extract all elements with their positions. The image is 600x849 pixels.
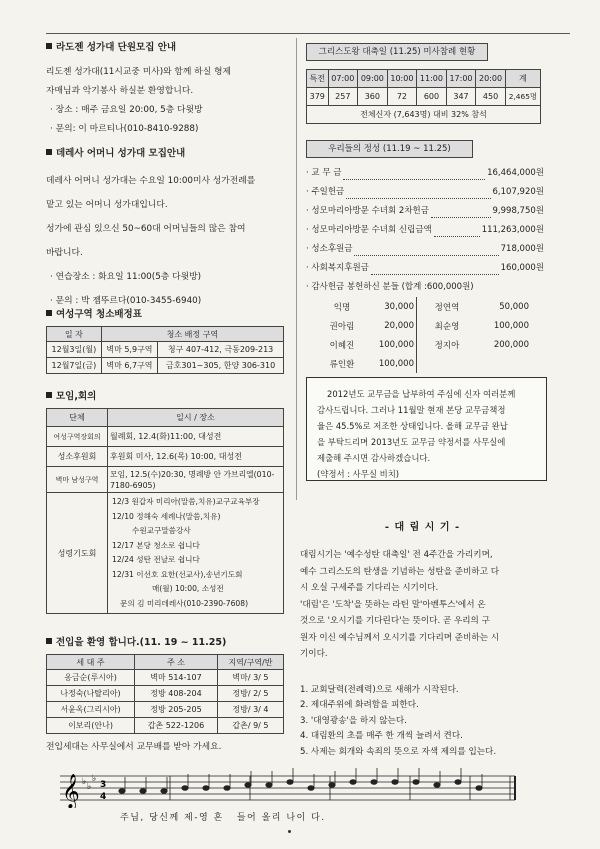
section-title: 모임,회의 xyxy=(46,388,291,402)
table-cell: 모임, 12.5(수)20:30, 명례방 안 가브리엘(010-7180-6905) xyxy=(108,467,284,493)
table-cell: 347 xyxy=(446,88,476,106)
list-item: 1. 교회달력(전례력)으로 새해가 시작된다. xyxy=(300,684,459,695)
table-row xyxy=(47,686,284,702)
notice-line: 을 부탁드리며 2013년도 교무금 약정서를 사무실에 xyxy=(317,437,506,447)
table-cell: 360 xyxy=(358,88,388,106)
music-note xyxy=(455,780,461,785)
music-note xyxy=(371,780,377,785)
music-note xyxy=(350,780,356,785)
table-row xyxy=(47,467,284,493)
table-cell: 벽마 514-107 xyxy=(135,670,218,686)
mothers-choir-section xyxy=(46,145,291,313)
transfer-table xyxy=(46,654,284,734)
table-row xyxy=(47,670,284,686)
table-header: 17:00 xyxy=(446,70,476,88)
table-cell: 2,465명 xyxy=(505,88,540,106)
table-cell: 12월3일(월) xyxy=(47,342,102,358)
table-row xyxy=(47,493,284,614)
notice-line: (약정서 : 사무실 비치) xyxy=(317,469,400,479)
table-cell: 서윤옥(그리시아) xyxy=(47,702,135,718)
schedule-line: 문의 김 미리데레사(010-2390-7608) xyxy=(120,598,249,608)
info-line: · 연습장소 : 화요일 11:00(5층 다윗방) xyxy=(50,272,202,282)
music-note xyxy=(203,786,209,791)
table-header: 일시 / 장소 xyxy=(108,409,284,427)
music-note xyxy=(392,780,398,785)
table-cell: 정방 408-204 xyxy=(135,686,218,702)
info-line: · 문의 : 박 젬뚜르다(010-3455-6940) xyxy=(50,296,202,306)
square-bullet-icon xyxy=(46,149,52,155)
table-header: 주 소 xyxy=(135,655,218,670)
table-row xyxy=(47,447,284,467)
square-bullet-icon xyxy=(46,43,52,49)
notice-line: 감사드립니다. 그러나 11월말 현재 본당 교무금책정 xyxy=(317,405,506,415)
table-header: 07:00 xyxy=(328,70,358,88)
table-cell: 벽마 6,7구역 xyxy=(101,358,157,374)
thanks-title: · 감사헌금 봉헌하신 분들 (합계 :600,000원) xyxy=(306,282,474,292)
table-cell: 전체신자 (7,643명) 대비 32% 참석 xyxy=(307,106,541,124)
schedule-line: 12/17 본당 청소로 쉽니다 xyxy=(112,540,200,550)
transfer-section xyxy=(46,634,291,752)
table-row: 이혜진 100,000 정지아 200,000 xyxy=(320,335,531,354)
list-item: 4. 대림환의 초를 매주 한 개씩 늘려서 켠다. xyxy=(300,731,463,741)
music-note xyxy=(413,780,419,785)
list-item: 5. 사제는 회개와 속죄의 뜻으로 자색 제의를 입는다. xyxy=(300,746,497,757)
schedule-line: 12/10 정해숙 세례나(말씀,치유) xyxy=(112,511,221,521)
cleaning-section xyxy=(46,306,291,374)
music-note xyxy=(224,786,230,791)
advent-list xyxy=(300,683,545,761)
mass-attendance-section xyxy=(306,43,541,124)
table-cell: 벽마/ 3/ 5 xyxy=(217,670,283,686)
tithe-notice-box xyxy=(306,377,547,481)
table-header: 지역/구역/반 xyxy=(217,655,283,670)
music-note xyxy=(266,783,272,788)
body-line: 리도젠 성가대(11시교중 미사)와 함께 하실 형제 xyxy=(46,67,232,77)
square-bullet-icon xyxy=(46,310,52,316)
thanks-table xyxy=(320,297,531,373)
table-cell: 450 xyxy=(476,88,506,106)
info-line: · 문의: 이 마르티나(010-8410-9288) xyxy=(50,124,199,134)
body-line: 성가에 관심 있으신 50~60대 어머님들의 많은 참여 xyxy=(46,224,246,234)
meetings-section xyxy=(46,388,291,614)
table-cell: 이보리(안나) xyxy=(47,718,135,734)
mass-title: 그리스도왕 대축일 (11.25) 미사참례 현황 xyxy=(306,43,488,61)
music-lyrics: 주님, 당신께 제-영 혼 들어 올리 나이 다. xyxy=(120,813,326,823)
table-cell: 12월7일(금) xyxy=(47,358,102,374)
offering-line: · 교 무 금 16,464,000원 xyxy=(306,164,544,183)
table-cell: 성령기도회 xyxy=(47,493,108,614)
music-note xyxy=(308,786,314,791)
transfer-note: 전입세대는 사무실에서 교무배를 받아 가세요. xyxy=(46,742,222,752)
table-row xyxy=(47,342,284,358)
table-cell: 정방/ 2/ 5 xyxy=(217,686,283,702)
meetings-table xyxy=(46,408,284,614)
table-header: 세 대 주 xyxy=(47,655,135,670)
table-header: 10:00 xyxy=(387,70,417,88)
offering-line: · 사회복지후원금 160,000원 xyxy=(306,259,544,278)
music-note xyxy=(476,786,482,791)
table-row xyxy=(47,358,284,374)
table-cell: 여성구역장회의 xyxy=(47,427,108,447)
table-row xyxy=(307,88,541,106)
table-cell: 600 xyxy=(417,88,447,106)
list-item: 3. '대영광송'을 하지 않는다. xyxy=(300,715,407,726)
schedule-line: 12/24 성탄 전날로 쉽니다 xyxy=(112,555,200,564)
table-cell: 나정숙(나탈리아) xyxy=(47,686,135,702)
table-header: 청소 배정 구역 xyxy=(101,327,283,342)
offering-section xyxy=(306,140,544,373)
table-cell: 갑촌/ 9/ 5 xyxy=(217,718,283,734)
mass-table xyxy=(306,69,541,124)
table-cell: 성소후원회 xyxy=(47,447,108,467)
treble-clef-icon: 𝄞 xyxy=(62,774,80,808)
offering-line: · 성소후원금 718,000원 xyxy=(306,240,544,259)
table-header: 특전 xyxy=(307,70,329,88)
svg-text:4: 4 xyxy=(100,792,107,802)
square-bullet-icon xyxy=(46,638,52,644)
offering-title: 우리들의 정성 (11.19 ~ 11.25) xyxy=(306,140,473,158)
table-cell: 72 xyxy=(387,88,417,106)
music-note xyxy=(140,789,146,794)
schedule-line: 12/3 원갑자 미리아(말씀,치유)교구교육부장 xyxy=(112,497,260,506)
page-dot xyxy=(288,830,291,833)
top-rule xyxy=(46,33,570,34)
table-row: 류인환 100,000 xyxy=(320,354,531,373)
table-row xyxy=(47,427,284,447)
table-cell: 갑촌 522-1206 xyxy=(135,718,218,734)
table-cell: 금호301~305, 한양 306-310 xyxy=(158,358,284,374)
table-cell: 옹금순(루시아) xyxy=(47,670,135,686)
body-line: 바랍니다. xyxy=(46,248,83,258)
table-header: 20:00 xyxy=(476,70,506,88)
svg-text:♭: ♭ xyxy=(92,774,97,784)
table-row xyxy=(47,702,284,718)
list-item: 2. 제대주위에 화려함을 피한다. xyxy=(300,700,419,710)
schedule-line: 매(월) 10:00, 소성전 xyxy=(152,584,224,593)
offering-line: · 주일헌금 6,107,920원 xyxy=(306,183,544,202)
table-row: 권아림 20,000 최순영 100,000 xyxy=(320,316,531,335)
schedule-line: 12/31 이선호 요한(선교사),송년기도회 xyxy=(112,569,243,579)
table-cell: 후원회 미사, 12.6(목) 10:00, 대성전 xyxy=(108,447,284,467)
table-header: 09:00 xyxy=(358,70,388,88)
notice-line: 2012년도 교무금을 납부하여 주심에 신자 여러분께 xyxy=(327,389,516,399)
table-cell: 정방/ 3/ 4 xyxy=(217,702,283,718)
table-header: 일 자 xyxy=(47,327,102,342)
music-note xyxy=(434,783,440,788)
table-header: 계 xyxy=(505,70,540,88)
body-line: 자매님과 악기봉사 하실분 환영합니다. xyxy=(46,86,194,96)
table-cell: 벽마 5,9구역 xyxy=(101,342,157,358)
notice-line: 제출해 주시면 감사하겠습니다. xyxy=(317,453,431,463)
choir-recruit-section xyxy=(46,39,291,139)
section-title: 여성구역 청소배정표 xyxy=(46,306,291,320)
music-note xyxy=(161,789,167,794)
advent-section xyxy=(300,518,545,760)
offering-line: · 성모마리아방문 수녀회 2차헌금 9,998,750원 xyxy=(306,202,544,221)
body-line: 맡고 있는 어머니 성가대입니다. xyxy=(46,200,168,210)
advent-paragraph: 대림시기는 '예수성탄 대축일' 전 4주간을 가리키며, 예수 그리스도의 탄생을 기념하는 성탄을 준비하고 다 시 오실 구세주를 기다리는 시기이다. '대림'은 '도착'을 뜻하는 라틴 말'아벤투스'에서 온 것으로 '오시기를 기다린다'는 뜻이다. 곧 우리의 구 원자 이신 예수님께서 오시기를 기다리며 준비하는 시 기이다. xyxy=(300,550,500,659)
table-cell: 379 xyxy=(307,88,329,106)
music-note xyxy=(182,786,188,791)
table-row: 익명 30,000 정연역 50,000 xyxy=(320,297,531,316)
svg-text:♭: ♭ xyxy=(87,782,92,792)
table-header: 단체 xyxy=(47,409,108,427)
music-notation xyxy=(60,768,520,808)
prayer-schedule-cell xyxy=(108,493,284,614)
table-cell: 벽마 남성구역 xyxy=(47,467,108,493)
svg-text:♭: ♭ xyxy=(82,777,87,787)
offering-line: · 성모마리아방문 수녀회 신립금액 111,263,000원 xyxy=(306,221,544,240)
music-staff xyxy=(60,768,520,828)
cleaning-table xyxy=(46,326,284,374)
table-cell: 월례회, 12.4(화)11:00, 대성전 xyxy=(108,427,284,447)
square-bullet-icon xyxy=(46,392,52,398)
table-cell: 청구 407-412, 극동209-213 xyxy=(158,342,284,358)
section-title: 데레사 어머니 성가대 모집안내 xyxy=(46,145,291,159)
svg-text:3: 3 xyxy=(100,780,107,790)
section-title: 라도젠 성가대 단원모집 안내 xyxy=(46,39,291,53)
body-line: 데레사 어머니 성가대는 수요일 10:00미사 성가전례를 xyxy=(46,176,256,186)
music-note xyxy=(119,789,125,794)
notice-line: 율은 45.5%로 저조한 상태입니다. 올해 교무금 완납 xyxy=(317,421,508,431)
section-title: 전입을 환영 합니다.(11. 19 ~ 11.25) xyxy=(46,634,291,648)
info-line: · 장소 : 매주 금요일 20:00, 5층 다윗방 xyxy=(50,105,203,115)
column-divider xyxy=(296,38,297,500)
advent-title: - 대 림 시 기 - xyxy=(384,522,461,533)
table-cell: 257 xyxy=(328,88,358,106)
table-row xyxy=(47,718,284,734)
music-note xyxy=(287,780,293,785)
schedule-line: 수원교구말씀강사 xyxy=(132,526,191,535)
table-cell: 정방 205-205 xyxy=(135,702,218,718)
table-header: 11:00 xyxy=(417,70,447,88)
